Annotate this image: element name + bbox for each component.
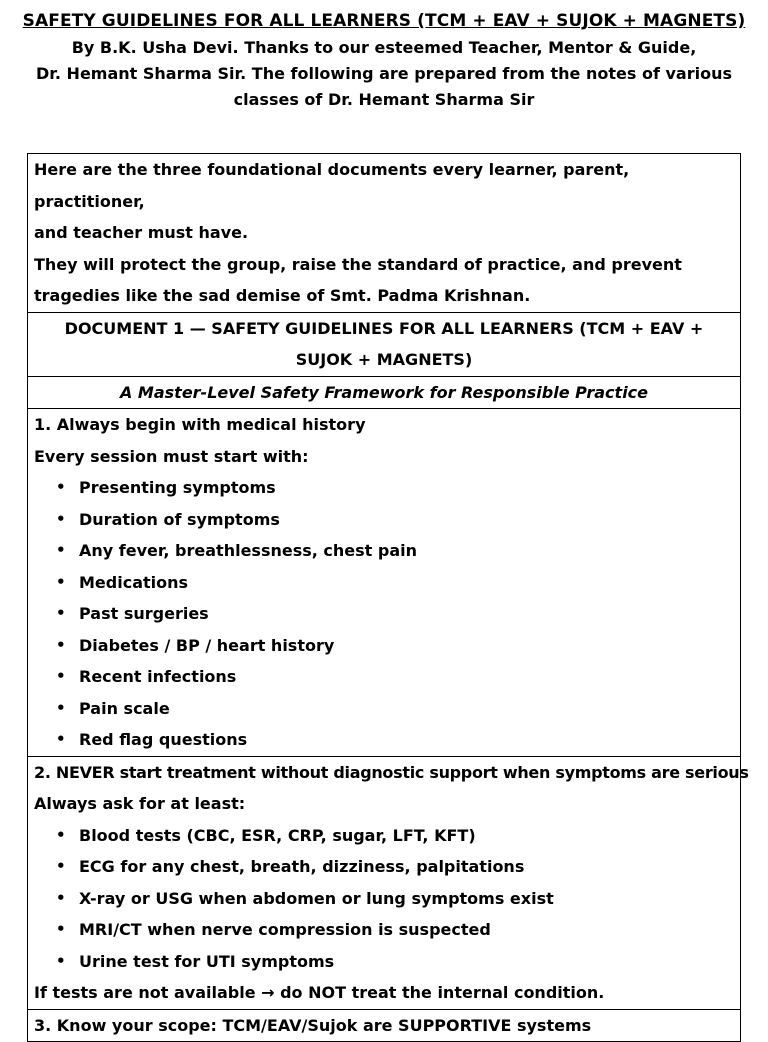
section-3-heading: 3. Know your scope: TCM/EAV/Sujok are SUPPORTIVE systems [28,1009,741,1042]
byline-line: By B.K. Usha Devi. Thanks to our esteemed Teacher, Mentor & Guide, [71,38,697,57]
intro-text: Here are the three foundational documents every learner, parent, practitioner, [34,160,630,211]
list-item: • Any fever, breathlessness, chest pain [34,535,734,567]
intro-cell [28,154,741,313]
section-1-row [28,409,741,757]
list-item: • Presenting symptoms [34,472,734,504]
document-heading: SUJOK + MAGNETS) [295,350,473,369]
intro-text: and teacher must have. [34,223,249,242]
list-item: • Recent infections [34,661,734,693]
list-item: • Past surgeries [34,598,734,630]
document-heading-cell [28,312,741,376]
byline [20,35,748,113]
list-item: • MRI/CT when nerve compression is suspected [34,914,734,946]
list-item: • Medications [34,567,734,599]
list-item: • X-ray or USG when abdomen or lung symptoms exist [34,883,734,915]
byline-line: Dr. Hemant Sharma Sir. The following are prepared from the notes of various [36,64,732,83]
section-1-list [34,472,734,756]
list-item: • ECG for any chest, breath, dizziness, palpitations [34,851,734,883]
section-2-row [28,756,741,1009]
section-1-heading: 1. Always begin with medical history [34,415,366,434]
list-item: • Blood tests (CBC, ESR, CRP, sugar, LFT, KFT) [34,820,734,852]
list-item: • Urine test for UTI symptoms [34,946,734,978]
intro-text: tragedies like the sad demise of Smt. Padma Krishnan. [34,286,531,305]
document-subtitle: A Master-Level Safety Framework for Responsible Practice [28,376,741,409]
subtitle-row [28,376,741,409]
section-3-row [28,1009,741,1042]
section-1-intro: Every session must start with: [34,446,309,466]
document-title: SAFETY GUIDELINES FOR ALL LEARNERS (TCM + EAV + SUJOK + MAGNETS) [22,11,746,31]
list-item: • Pain scale [34,693,734,725]
section-1-cell [28,409,741,757]
list-item: • Duration of symptoms [34,504,734,536]
byline-line: classes of Dr. Hemant Sharma Sir [233,90,535,109]
section-2-cell [28,756,749,1009]
section-2-heading: 2. NEVER start treatment without diagnostic support when symptoms are serious [34,762,749,782]
document-heading-row [28,312,741,376]
section-2-intro: Always ask for at least: [34,794,246,813]
list-item: • Red flag questions [34,724,734,756]
guidelines-table [27,153,749,1042]
document-heading: DOCUMENT 1 — SAFETY GUIDELINES FOR ALL LEARNERS (TCM + EAV + [64,318,704,338]
intro-row [28,154,741,313]
section-2-footer: If tests are not available → do NOT treat the internal condition. [34,983,605,1002]
section-2-list [34,820,734,978]
list-item: • Diabetes / BP / heart history [34,630,734,662]
intro-text: They will protect the group, raise the standard of practice, and prevent [34,254,682,274]
